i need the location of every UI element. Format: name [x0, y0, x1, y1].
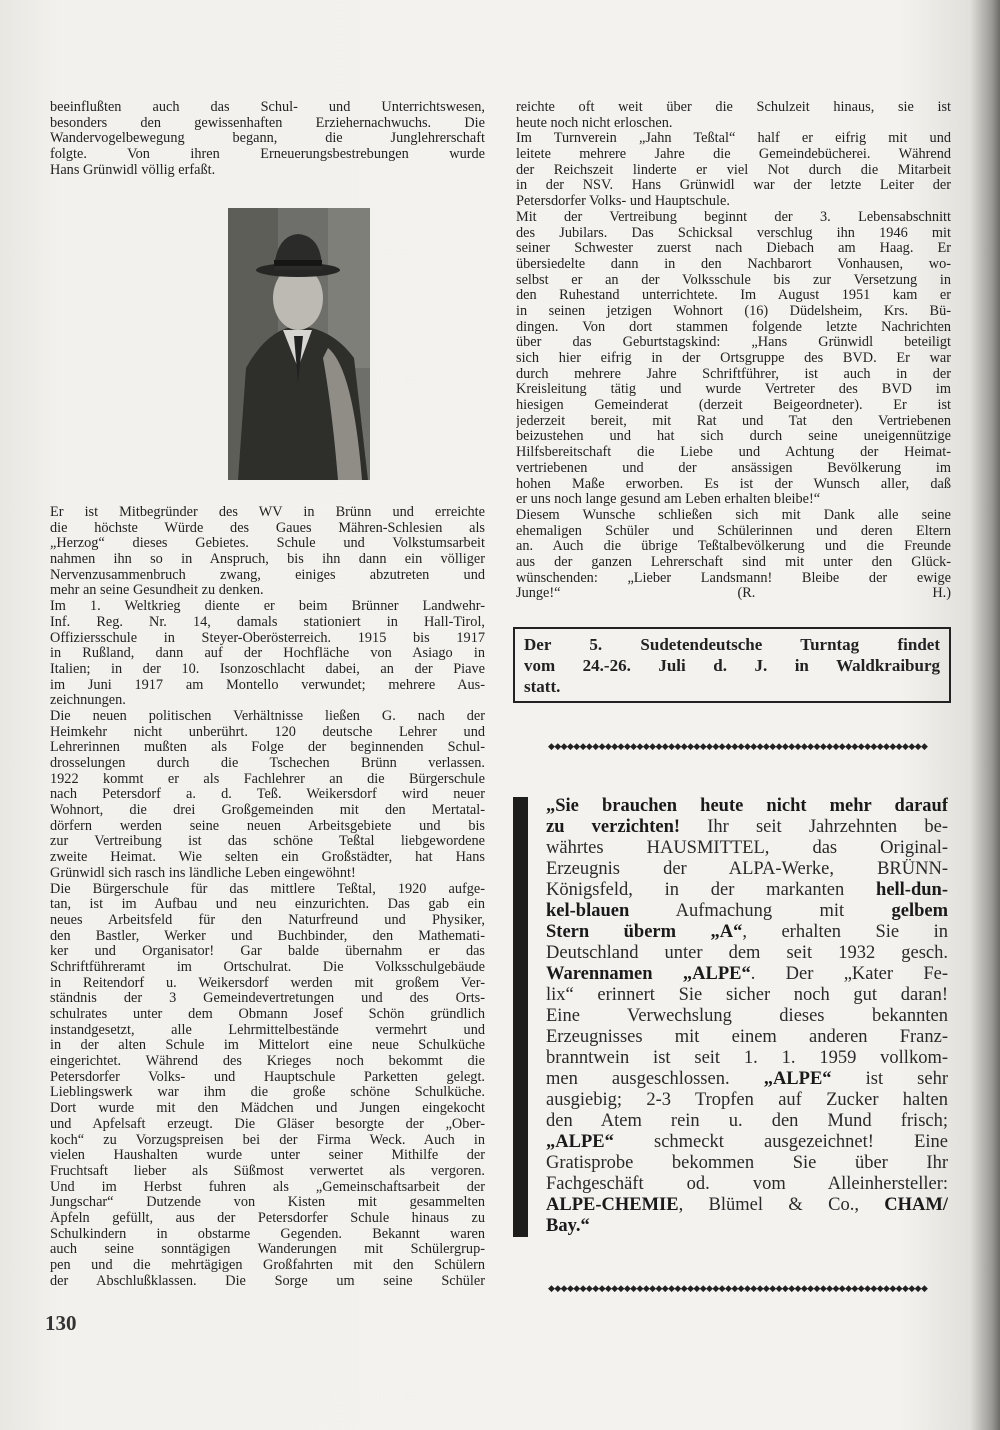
ad-bold-text: CHAM/ — [884, 1195, 948, 1215]
text-line: mehr an seine Gesundheit zu denken. — [50, 583, 264, 599]
text-line: der Abschlußklassen. Die Sorge um seine Schüler — [50, 1273, 485, 1289]
left-column-text — [50, 505, 485, 1289]
text-line: Lehrerinnen mußten als Folge der beginnenden Schul- — [50, 740, 485, 756]
paragraph — [516, 210, 951, 508]
text-line: Wohnort, die drei Großgemeinden mit den Mertatal- — [50, 803, 485, 819]
text-line: Junge!“ (R. H.) — [516, 586, 951, 602]
ad-line — [546, 1027, 948, 1048]
text-line: Inf. Reg. Nr. 14, damals stationiert in Hall-Tirol, — [50, 614, 485, 630]
text-line: auch seine sonntägigen Wanderungen mit Schülergrup- — [50, 1242, 485, 1258]
text-line: Er ist Mitbegründer des WV in Brünn und erreichte — [50, 505, 485, 520]
text-line: Italien; in der 10. Isonzoschlacht dabei, an der Piave — [50, 661, 485, 677]
ad-text: men ausgeschlossen. — [546, 1069, 764, 1089]
text-line: ehemaligen Schüler und Schülerinnen und deren Eltern — [516, 523, 951, 539]
ad-line — [546, 901, 948, 922]
ad-line — [546, 922, 948, 943]
notice-line: Der 5. Sudetendeutsche Turntag findet — [524, 635, 940, 654]
ad-text: Aufmachung mit — [629, 901, 892, 921]
text-line: zweite Heimat. Wie selten ein Großstädter, hat Hans — [50, 850, 485, 866]
text-line: aus der ganzen Lehrerschaft sind mit unter den Glück- — [516, 554, 951, 570]
text-line: Diesem Wunsche schließen sich mit Dank alle seine — [516, 507, 951, 523]
paragraph — [50, 599, 485, 709]
ad-text: Erzeugnis der ALPA-Werke, BRÜNN- — [546, 859, 948, 879]
text-line: dörfern werden seine neuen Arbeitsgebiete und bis — [50, 818, 485, 834]
diamond-ornament-divider: ◆◆◆◆◆◆◆◆◆◆◆◆◆◆◆◆◆◆◆◆◆◆◆◆◆◆◆◆◆◆◆◆◆◆◆◆◆◆◆◆◆◆◆◆◆◆◆◆◆◆◆◆◆◆◆◆◆◆◆◆ — [548, 741, 928, 751]
ad-line — [546, 1006, 948, 1027]
text-line: koch“ zu Vorzugspreisen bei der Firma Weck. Auch in — [50, 1132, 485, 1148]
text-line: beeinflußten auch das Schul- und Unterrichtswesen, — [50, 100, 485, 115]
text-line: die höchste Würde des Gaues Mähren-Schlesien als — [50, 520, 485, 536]
text-line: Die Bürgerschule für das mittlere Teßtal, 1920 aufge- — [50, 881, 485, 897]
text-line: des Jubilars. Das Schicksal verschlug ihn 1946 mit — [516, 225, 951, 241]
text-line: Im 1. Weltkrieg diente er beim Brünner Landwehr- — [50, 599, 485, 615]
text-line: Und im Herbst fuhren als „Gemeinschaftsarbeit der — [50, 1179, 485, 1195]
ad-text: Königsfeld, in der markanten — [546, 880, 877, 900]
text-line: instandgesetzt, alle Lehrmittelbestände vermehrt und — [50, 1022, 485, 1038]
text-line: drosselungen durch die Tschechen Brünn verlassen. — [50, 756, 485, 771]
text-line: über das Geburtstagskind: „Hans Grünwidl beteiligt — [516, 335, 951, 351]
ad-line — [546, 880, 948, 901]
ad-line — [546, 1111, 948, 1132]
ad-line — [546, 859, 948, 880]
text-line: im Juni 1917 am Montello verwundet; mehrere Aus- — [50, 677, 485, 693]
ad-text: Gratisprobe bekommen Sie über Ihr — [546, 1153, 948, 1173]
text-line: Petersdorfer Volks- und Hauptschule. — [516, 194, 730, 210]
ad-text: Erzeugnisses mit einem anderen Franz- — [546, 1027, 948, 1047]
diamond-ornament-divider: ◆◆◆◆◆◆◆◆◆◆◆◆◆◆◆◆◆◆◆◆◆◆◆◆◆◆◆◆◆◆◆◆◆◆◆◆◆◆◆◆◆◆◆◆◆◆◆◆◆◆◆◆◆◆◆◆◆◆◆◆ — [548, 1283, 928, 1293]
text-line: heute noch nicht erloschen. — [516, 115, 673, 131]
text-line: und Apfelsaft erzeugt. Die Gläser besorgte der „Ober- — [50, 1116, 485, 1132]
advertisement-side-bar — [513, 797, 528, 1237]
text-line: hohen Maße erworben. Es ist der Wunsch aller, daß — [516, 476, 951, 492]
ad-line — [546, 1174, 948, 1195]
ad-bold-text: Warennamen „ALPE“ — [546, 964, 751, 984]
text-line: in der NSV. Hans Grünwidl war der letzte Leiter der — [516, 178, 951, 194]
ad-text: branntwein ist seit 1. 1. 1959 vollkom- — [546, 1048, 948, 1068]
text-line: der Reichszeit linderte er viel Not durch die Mitarbeit — [516, 162, 951, 178]
paragraph — [516, 508, 951, 602]
text-line: jederzeit bereit, mit Rat und Tat den Vertriebenen — [516, 413, 951, 429]
text-line: Die neuen politischen Verhältnisse ließen G. nach der — [50, 708, 485, 724]
left-column-top-text — [50, 100, 485, 178]
text-line: besonders den gewissenhaften Erziehernachwuchs. Die — [50, 115, 485, 131]
ad-text: schmeckt ausgezeichnet! Eine — [613, 1132, 948, 1152]
paragraph — [50, 709, 485, 882]
text-line: zeichnungen. — [50, 693, 126, 709]
ad-bold-text: zu verzichten! — [546, 817, 681, 837]
text-line: pen und die mehrtägigen Großfahrten mit den Schülern — [50, 1258, 485, 1273]
text-line: reichte oft weit über die Schulzeit hinaus, sie ist — [516, 100, 951, 115]
text-line: ständnis der 3 Gemeindevertretungen und des Orts- — [50, 991, 485, 1007]
ad-line — [546, 1153, 948, 1174]
ad-line — [546, 1069, 948, 1090]
ad-bold-text: „ALPE“ — [546, 1132, 614, 1152]
ad-line — [546, 1132, 948, 1153]
ad-line — [546, 796, 948, 817]
ad-bold-text: gelbem — [891, 901, 948, 921]
text-line: in der alten Schule im Mittelort eine neue Schulküche — [50, 1038, 485, 1054]
ad-line — [546, 838, 948, 859]
turntag-notice-box — [513, 627, 951, 703]
ad-text: Eine Verwechslung dieses bekannten — [546, 1006, 948, 1026]
ad-text: Ihr seit Jahrzehnten be- — [680, 817, 948, 837]
text-line: Dort wurde mit den Mädchen und Jungen eingekocht — [50, 1101, 485, 1117]
text-line: durch mehrere Jahre Schriftführer, ist auch in der — [516, 366, 951, 382]
text-line: Lieblingswerk war ihm die große schöne Schulküche. — [50, 1085, 485, 1101]
ad-line — [546, 943, 948, 964]
text-line: Schriftführeramt im Ortschulrat. Die Volksschulgebäude — [50, 959, 485, 975]
text-line: vielen Haushalten wurde unter seiner Mithilfe der — [50, 1148, 485, 1164]
ad-line — [546, 1195, 948, 1216]
ad-text: ist sehr — [831, 1069, 948, 1089]
text-line: Im Turnverein „Jahn Teßtal“ half er eifrig mit und — [516, 131, 951, 147]
text-line: dingen. Von dort stammen folgende letzte Nachrichten — [516, 319, 951, 335]
text-line: 1922 kommt er als Fachlehrer an die Bürgerschule — [50, 771, 485, 787]
ad-text: , Blümel & Co., — [678, 1195, 885, 1215]
text-line: schulrates unter dem Obmann Josef Schön gründlich — [50, 1007, 485, 1022]
ad-line — [546, 817, 948, 838]
text-line: Offiziersschule in Steyer-Oberösterreich. 1915 bis 1917 — [50, 630, 485, 646]
paragraph — [516, 131, 951, 209]
text-line: Fruchtsaft lieber als Süßmost verwertet als vergoren. — [50, 1163, 485, 1179]
text-line: Schulkindern in obstarme Gegenden. Bekannt waren — [50, 1226, 485, 1242]
text-line: neues Arbeitsfeld für den Naturfreund und Physiker, — [50, 912, 485, 928]
text-line: folgte. Von ihren Erneuerungsbestrebungen wurde — [50, 147, 485, 163]
text-line: Hilfsbereitschaft die Liebe und Achtung der Heimat- — [516, 445, 951, 461]
ad-line — [546, 985, 948, 1006]
text-line: vertriebenen und der ansässigen Bevölkerung im — [516, 460, 951, 476]
text-line: den Bastler, Werker und Buchbinder, den Mathemati- — [50, 928, 485, 944]
text-line: Wandervogelbewegung begann, die Junglehrerschaft — [50, 131, 485, 147]
ad-text: währtes HAUSMITTEL, das Original- — [546, 838, 948, 858]
text-line: ker und Organisator! Gar balde übernahm er das — [50, 944, 485, 960]
notice-line: statt. — [524, 677, 561, 696]
text-line: Grünwidl sich rasch ins ländliche Leben eingewöhnt! — [50, 865, 356, 881]
text-line: Kreisleitung tätig und wurde Vertreter des BVD im — [516, 382, 951, 398]
ad-line — [546, 1090, 948, 1111]
text-line: Heimkehr nicht unberührt. 120 deutsche Lehrer und — [50, 724, 485, 740]
alpe-advertisement — [546, 796, 948, 1237]
ad-line — [546, 964, 948, 985]
ad-text: den Atem rein u. den Mund frisch; — [546, 1111, 948, 1131]
text-line: leitete mehrere Jahre die Gemeindebücherei. Während — [516, 147, 951, 163]
text-line: Hans Grünwidl völlig erfaßt. — [50, 162, 216, 178]
text-line: „Herzog“ dieses Gebietes. Schule und Volkstumsarbeit — [50, 536, 485, 552]
text-line: eingerichtet. Während des Krieges noch bekommt die — [50, 1054, 485, 1070]
paragraph — [516, 100, 951, 131]
text-line: den Ruhestand unterrichtete. Im August 1951 kam er — [516, 288, 951, 304]
ad-bold-text: hell-dun- — [876, 880, 948, 900]
ad-text: Fachgeschäft od. vom Alleinhersteller: — [546, 1174, 948, 1194]
ad-text: lix“ erinnert Sie sicher noch gut daran! — [546, 985, 948, 1005]
paragraph — [50, 100, 485, 178]
text-line: beizustehen und hat sich durch seine uneigennützige — [516, 429, 951, 445]
ad-bold-text: Stern überm „A“ — [546, 922, 743, 942]
text-line: Nervenzusammenbruch zwang, einiges abzutreten und — [50, 567, 485, 583]
text-line: Mit der Vertreibung beginnt der 3. Lebensabschnitt — [516, 209, 951, 225]
text-line: er uns noch lange gesund am Leben erhalten bleibe!“ — [516, 492, 821, 508]
ad-line — [546, 1216, 948, 1237]
portrait-photo — [228, 208, 370, 480]
text-line: in seinen jetzigen Wohnort (16) Düdelsheim, Krs. Bü- — [516, 303, 951, 319]
ad-bold-text: Bay.“ — [546, 1216, 590, 1236]
text-line: übersiedelte dann in den Nachbarort Vonhausen, wo- — [516, 256, 951, 272]
ad-bold-text: „Sie brauchen heute nicht mehr darauf — [546, 796, 948, 816]
text-line: Äpfeln gefüllt, aus der Petersdorfer Schule hinaus zu — [50, 1210, 485, 1226]
text-line: tan, ist im Aufbau und neu einzurichten. Das gab ein — [50, 897, 485, 913]
text-line: hiesigen Gemeinderat (derzeit Beigeordneter). Er ist — [516, 398, 951, 414]
text-line: in Rußland, dann auf der Hochfläche von Asiago in — [50, 646, 485, 662]
text-line: zur Vertreibung ist das schöne Teßtal liebgewordene — [50, 834, 485, 850]
ad-bold-text: kel-blauen — [546, 901, 630, 921]
paragraph — [50, 882, 485, 1290]
ad-line — [546, 1048, 948, 1069]
text-line: Jungschar“ Dutzende von Kisten mit gesammelten — [50, 1195, 485, 1211]
text-line: in Reitendorf u. Weikersdorf werden mit großem Ver- — [50, 975, 485, 991]
page-number: 130 — [45, 1311, 77, 1335]
ad-text: . Der „Kater Fe- — [750, 964, 948, 984]
text-line: selbst er an der Volksschule bis zur Versetzung in — [516, 272, 951, 288]
portrait-man-in-hat-image — [228, 208, 370, 480]
text-line: Petersdorfer Volks- und Hauptschule Parketten gelegt. — [50, 1069, 485, 1085]
right-column-text — [516, 100, 951, 602]
text-line: sich hier eifrig in der Ortsgruppe des BVD. Er war — [516, 351, 951, 366]
ad-bold-text: ALPE-CHEMIE — [546, 1195, 679, 1215]
text-line: an. Auch die übrige Teßtalbevölkerung und die Freunde — [516, 539, 951, 555]
notice-line: vom 24.-26. Juli d. J. in Waldkraiburg — [524, 656, 940, 675]
text-line: wünschenden: „Lieber Landsmann! Bleibe der ewige — [516, 570, 951, 586]
ad-bold-text: „ALPE“ — [763, 1069, 832, 1089]
ad-text: Deutschland unter dem seit 1932 gesch. — [546, 943, 948, 963]
text-line: nahmen ihn so in Anspruch, bis ihn dann ein völliger — [50, 552, 485, 568]
paragraph — [50, 505, 485, 599]
text-line: seiner Schwester zuerst nach Diebach am Haag. Er — [516, 241, 951, 257]
text-line: nach Petersdorf a. d. Teß. Weikersdorf wird neuer — [50, 787, 485, 803]
ad-text: ausgiebig; 2-3 Tropfen auf Zucker halten — [546, 1090, 948, 1110]
ad-text: , erhalten Sie in — [742, 922, 948, 942]
